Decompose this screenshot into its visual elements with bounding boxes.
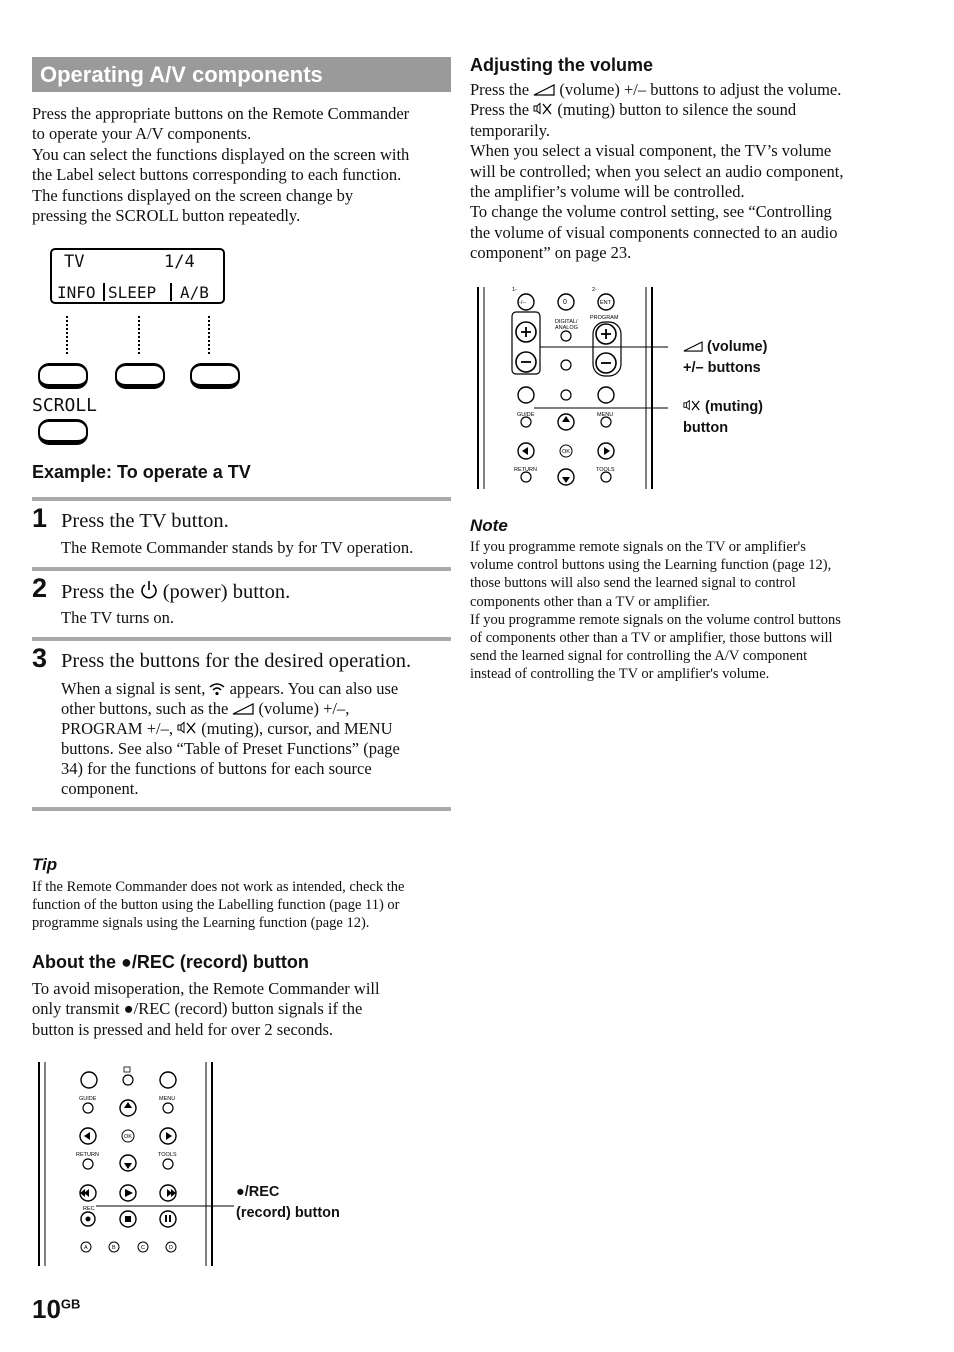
divider: [32, 807, 451, 811]
intro-line: The functions displayed on the screen change by: [32, 185, 354, 205]
remote-label-2: 2-: [592, 287, 597, 293]
note-text: [470, 538, 900, 684]
remote-label-d: D: [169, 1245, 173, 1251]
remote-label-tools: TOOLS: [158, 1152, 177, 1158]
note-line: instead of controlling the TV or amplifier's volume.: [470, 666, 770, 683]
label-select-button-3[interactable]: [190, 363, 240, 389]
remote-label-analog: ANALOG: [555, 325, 578, 331]
remote-label-zero: 0: [563, 299, 567, 306]
lcd-screen: [50, 248, 225, 304]
volume-icon: [683, 341, 703, 352]
remote-label-return: RETURN: [514, 467, 537, 473]
remote-label-digital: DIGITAL/: [555, 319, 578, 325]
remote-label-menu: MENU: [159, 1096, 176, 1102]
step-desc-text: PROGRAM +/–,: [61, 719, 173, 738]
leader-dots: [208, 316, 210, 354]
lcd-page: 1/4: [164, 252, 195, 272]
lcd-mode: TV: [64, 252, 85, 272]
tip-line: If the Remote Commander does not work as intended, check the: [32, 879, 405, 895]
leader-dots: [138, 316, 140, 354]
page-suffix: GB: [60, 1296, 81, 1312]
muting-callout-line: button: [683, 420, 729, 436]
tip-line: function of the button using the Labelling function (page 11) or: [32, 897, 400, 914]
tip-heading: Tip: [32, 855, 58, 874]
remote-label-tools: TOOLS: [596, 467, 615, 473]
divider: [32, 637, 451, 641]
power-icon: [140, 580, 158, 600]
volume-line: To change the volume control setting, see “Controlling: [470, 202, 832, 222]
rec-callout: [236, 1182, 340, 1224]
volume-icon: [232, 703, 254, 715]
muting-icon: [683, 399, 701, 412]
note-line: of components other than a TV or amplifier, those buttons will: [470, 630, 833, 647]
step-title: Press the buttons for the desired operation.: [61, 650, 412, 672]
remote-label-menu: MENU: [597, 412, 614, 418]
rec-heading: About the ●/REC (record) button: [32, 952, 309, 972]
step-desc: The TV turns on.: [61, 608, 175, 627]
remote-label-b: B: [112, 1245, 116, 1251]
lcd-label-ab: A/B: [180, 283, 209, 302]
note-line: volume control buttons using the Learning function (page 12),: [470, 557, 832, 574]
remote-label-dash: -/--: [519, 300, 527, 306]
rec-text: [32, 979, 457, 1040]
intro-line: pressing the SCROLL button repeatedly.: [32, 206, 301, 226]
step-desc-text: 34) for the functions of buttons for each source: [61, 759, 372, 778]
muting-callout-line: (muting): [705, 399, 764, 415]
volume-heading: Adjusting the volume: [470, 55, 654, 75]
volume-line: temporarily.: [470, 120, 551, 140]
rec-line: only transmit ●/REC (record) button signals if the: [32, 999, 363, 1019]
step-number: 3: [32, 643, 48, 673]
step-desc-text: buttons. See also “Table of Preset Functions” (page: [61, 739, 400, 758]
example-heading: Example: To operate a TV: [32, 462, 251, 482]
step-title-post: (power) button.: [162, 581, 291, 603]
label-select-button-1[interactable]: [38, 363, 88, 389]
step-number: 1: [32, 503, 48, 533]
step-number: 2: [32, 573, 48, 603]
volume-icon: [533, 84, 555, 96]
step-desc: [61, 679, 451, 799]
volume-callout-line: +/– buttons: [683, 360, 761, 376]
muting-icon: [533, 102, 553, 116]
note-line: If you programme remote signals on the volume control buttons: [470, 611, 841, 628]
step-desc-text: appears. You can also use: [229, 679, 399, 698]
intro-line: the Label select buttons corresponding to each function.: [32, 165, 402, 185]
divider: [32, 497, 451, 501]
remote-label-program: PROGRAM: [590, 315, 619, 321]
step-title: Press the TV button.: [61, 510, 229, 532]
tip-text: [32, 878, 457, 933]
volume-line: Press the: [470, 100, 530, 120]
remote-label-guide: GUIDE: [517, 412, 535, 418]
page-number: [32, 1294, 80, 1325]
note-heading: Note: [470, 516, 508, 535]
volume-line: (muting) button to silence the sound: [557, 100, 797, 120]
step-title: [61, 580, 290, 604]
intro-line: You can select the functions displayed on the screen with: [32, 144, 410, 164]
remote-label-c: C: [141, 1245, 145, 1251]
volume-line: When you select a visual component, the TV’s volume: [470, 141, 832, 161]
volume-callout: [683, 337, 767, 379]
intro-line: Press the appropriate buttons on the Remote Commander: [32, 104, 410, 123]
rec-line: To avoid misoperation, the Remote Commander will: [32, 979, 380, 998]
step-title-pre: Press the: [61, 581, 135, 603]
volume-line: (volume) +/–: [559, 80, 647, 99]
volume-text: [470, 80, 890, 264]
section-title: Operating A/V components: [40, 62, 323, 87]
remote-label-ok: OK: [124, 1134, 132, 1140]
rec-callout-line: ●/REC: [236, 1184, 280, 1200]
remote-illustration-rec: [34, 1060, 234, 1270]
label-select-button-2[interactable]: [115, 363, 165, 389]
note-line: components other than a TV or amplifier.: [470, 593, 710, 610]
volume-line: the volume of visual components connected to an audio: [470, 222, 838, 242]
volume-line: the amplifier’s volume will be controlled.: [470, 182, 745, 202]
signal-icon: [209, 682, 225, 696]
divider: [32, 567, 451, 571]
remote-label-guide: GUIDE: [79, 1096, 97, 1102]
muting-icon: [177, 721, 197, 735]
step-desc-text: When a signal is sent,: [61, 679, 206, 698]
remote-illustration-volume: [474, 285, 674, 493]
rec-callout-line: (record) button: [236, 1205, 340, 1221]
remote-label-1: 1-: [512, 287, 517, 293]
leader-dots: [66, 316, 68, 354]
rec-line: button is pressed and held for over 2 seconds.: [32, 1019, 334, 1039]
intro-line: to operate your A/V components.: [32, 124, 252, 144]
step-desc-text: (muting), cursor, and MENU: [201, 719, 393, 738]
note-line: send the learned signal for controlling the A/V component: [470, 648, 808, 665]
remote-label-rec: REC: [83, 1206, 95, 1212]
step-desc-text: other buttons, such as the: [61, 699, 229, 718]
step-desc-text: (volume) +/–,: [258, 699, 350, 718]
volume-line: buttons to adjust the volume.: [650, 80, 842, 99]
step-desc: The Remote Commander stands by for TV operation.: [61, 538, 414, 557]
lcd-label-sleep: SLEEP: [108, 283, 157, 302]
intro-text: [32, 104, 457, 226]
lcd-divider: [170, 283, 172, 301]
volume-line: will be controlled; when you select an audio component,: [470, 161, 844, 181]
page-number-value: 10: [32, 1294, 61, 1324]
remote-label-a: A: [84, 1245, 88, 1251]
tip-line: programme signals using the Learning function (page 12).: [32, 915, 370, 932]
volume-line: component” on page 23.: [470, 243, 632, 263]
remote-label-ent: ENT: [600, 300, 611, 306]
note-line: If you programme remote signals on the TV or amplifier's: [470, 539, 806, 555]
lcd-divider: [103, 283, 105, 301]
muting-callout: [683, 397, 763, 439]
note-line: those buttons will also send the learned signal to control: [470, 575, 796, 592]
lcd-label-info: INFO: [57, 283, 96, 302]
section-title-bar: [32, 57, 451, 92]
scroll-label: SCROLL: [32, 395, 98, 416]
scroll-button[interactable]: [38, 419, 88, 445]
remote-label-ok: OK: [562, 449, 570, 455]
remote-label-return: RETURN: [76, 1152, 99, 1158]
step-desc-text: component.: [61, 779, 139, 798]
volume-callout-line: (volume): [707, 339, 768, 355]
volume-line: Press the: [470, 80, 530, 99]
